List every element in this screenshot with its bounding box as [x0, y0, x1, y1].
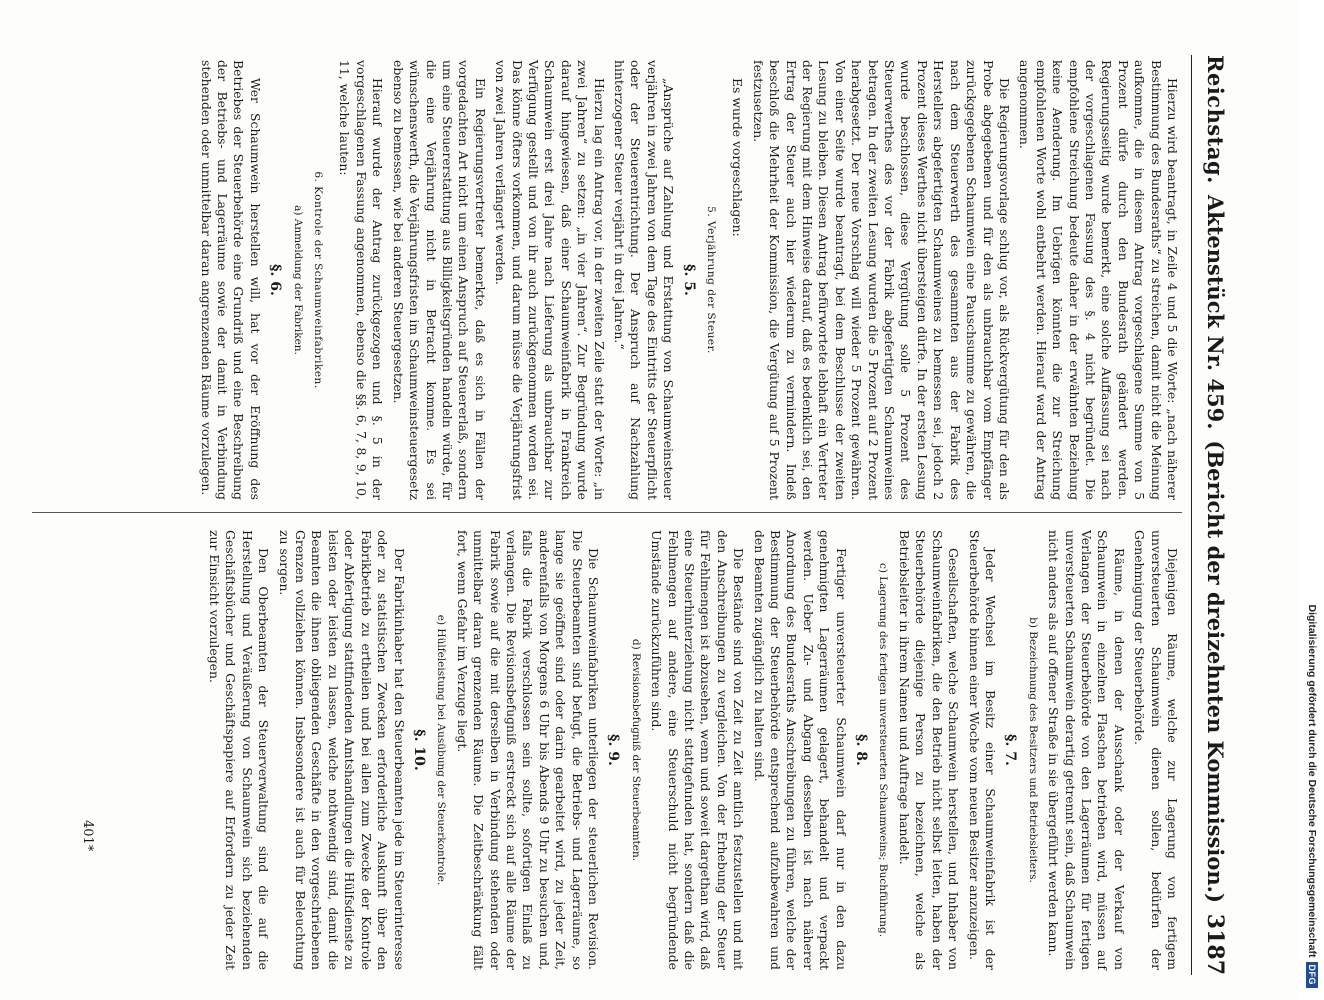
header-rule	[1191, 55, 1192, 975]
paragraph: Wer Schaumwein herstellen will, hat vor der Eröffnung des Betriebes der Steuerbehörde eine Grundriß und eine Beschreibung der Betriebs- und Lagerräume sowie der damit in Verbindung stehenden oder unmittelbar daran angrenzenden Räume vorzulegen.	[198, 60, 263, 500]
paragraph-number: §. 8.	[853, 734, 870, 766]
paragraph: Der Fabrikinhaber hat den Steuerbeamten jede im Steuerinteresse oder zu statistischen Zwecken erforderliche Auskunft über den Fabrikbetrieb zu ertheilen und bei allen zum Zwecke der Kontrole oder Abfertigung stattfindenden Amtshandlungen die Hülfsdienste zu leisten oder leisten zu lassen, welche nothwendig sind, damit die Beamten die ihnen obliegenden Geschäfte in den vorgeschriebenen Grenzen vollziehen können. Insbesondere ist auch für Beleuchtung zu sorgen.	[276, 530, 407, 970]
column-divider	[32, 512, 1182, 513]
paragraph-number: §. 10.	[410, 729, 427, 771]
paragraph: Die Regierungsvorlage schlug vor, als Rückvergütung für den als Probe abgegebenen und für den als unbrauchbar vom Empfänger zurückgegebenen Schaumwein eine Pauschsumme zu gewähren, die nach dem Steuerwerth des gesammten aus der Fabrik des Herstellers abgefertigten Schaumweines zu bemessen sei, jedoch 2 Prozent dieses Werthes nicht übersteigen dürfe. In der ersten Lesung wurde beschlossen, diese Vergütung solle 5 Prozent des Steuerwerthes des vor der Fabrik abgefertigten Schaumweines betragen. In der zweiten Lesung wurden die 5 Prozent auf 2 Prozent herabgesetzt. Der neue Vorschlag will wieder 5 Prozent gewähren. Von einer Seite wurde beantragt, bei dem Beschlusse der zweiten Lesung zu bleiben. Diesen Antrag befürwortete lebhaft ein Vertreter der Regierung mit dem Hinweise darauf, daß es bedenklich sei, den Ertrag der Steuer auch hier wiederum zu vermindern. Indeß beschloß die Mehrheit der Kommission, die Vergütung auf 5 Prozent festzusetzen.	[750, 60, 1012, 500]
paragraph: Den Oberbeamten der Steuerverwaltung sind die auf die Herstellung und Veräußerung von Schaumwein sich beziehenden Geschäftsbücher und Geschäftspapiere auf Erfordern zu jeder Zeit zur Einsicht vorzulegen.	[207, 530, 272, 970]
paragraph: Hierzu wird beantragt, in Zeile 4 und 5 die Worte: „nach näherer Bestimmung des Bundesraths“ zu streichen, damit nicht die Meinung aufkomme, die in diesem Antrag vorgeschlagene Summe von 5 Prozent dürfe durch den Bundesrath geändert werden. Regierungsseitig wurde bemerkt, eine solche Auffassung sei nach der vorgeschlagenen Fassung des §. 4 nicht begründet. Die empfohlene Streichung bedeute daher in der erwähnten Beziehung keine Aenderung. Im Uebrigen könnten die zur Streichung empfohlenen Worte wohl entbehrt werden. Hierauf ward der Antrag angenommen.	[1017, 60, 1180, 500]
paragraph: „Ansprüche auf Zahlung und Erstattung von Schaumweinsteuer verjähren in zwei Jahren von dem Tage des Eintritts der Steuerpflicht oder der Steuerentrichtung. Der Anspruch auf Nachzahlung hinterzogener Steuer verjährt in drei Jahren.“	[612, 60, 677, 500]
left-column	[193, 60, 1180, 500]
paragraph-number: §. 6.	[267, 264, 284, 296]
section-heading: 6. Kontrole der Schaumweinfabriken.	[312, 171, 325, 389]
paragraph: Gesellschaften, welche Schaumwein herstellen, und Inhaber von Schaumweinfabriken, die den Betrieb nicht selbst leiten, haben der Steuerbehörde diejenige Person zu bezeichnen, welche als Betriebsleiter in ihrem Namen und Auftrage handelt.	[896, 530, 962, 970]
header-left: Reichstag.	[1203, 55, 1228, 184]
page-number: 3187	[1202, 913, 1228, 975]
paragraph: Hierauf wurde der Antrag zurückgezogen und §. 5 in der vorgeschlagenen Fassung angenommen, ebenso die §§. 6, 7, 8, 9, 10, 11, welche lauten:	[337, 60, 386, 500]
subsection-heading: e) Hülfeleistung bei Ausübung der Steuerkontrole.	[435, 614, 448, 886]
header-document-number: Aktenstück Nr. 459.	[1203, 194, 1228, 430]
paragraph: Ein Regierungsvertreter bemerkte, daß es sich in Fällen der vorgedachten Art nicht um einen Anspruch auf Steuererlaß, sondern um eine Steuererstattung aus Billigkeitsgründen handeln würde, für die eine Verjährung nicht in Betracht komme. Es sei wünschenswerth, die Verjährungsfristen im Schaumweinsteuergesetz ebenso zu bemessen, wie bei anderen Steuergesetzen.	[390, 60, 488, 500]
paragraph: Die Schaumweinfabriken unterliegen der steuerlichen Revision. Die Steuerbeamten sind befugt, die Betriebs- und Lagerräume, so lange sie geöffnet sind oder darin gearbeitet wird, zu jeder Zeit, anderenfalls von Morgens 6 Uhr bis Abends 9 Uhr zu besuchen und, falls die Fabrik verschlossen sein sollte, sofortigen Einlaß zu verlangen. Die Revisionsbefugniß erstreckt sich auf alle Räume der Fabrik sowie auf die mit derselben in Verbindung stehenden oder unmittelbar daran grenzenden Räume. Die Zeitbeschränkung fällt fort, wenn Gefahr im Verzuge liegt.	[454, 530, 601, 970]
subsection-heading: a) Anmeldung der Fabriken.	[291, 205, 304, 355]
paragraph: Fertiger unversteuerter Schaumwein darf nur in den dazu genehmigten Lagerräumen gelagert, behandelt und verpackt werden. Ueber Zu- und Abgang desselben ist nach näherer Anordnung des Bundesraths Anschreibungen zu führen, welche der Bestimmung der Steuerbehörde entsprechend aufzubewahren und den Beamten zugänglich zu halten sind.	[751, 530, 849, 970]
paragraph-number: §. 5.	[680, 264, 697, 296]
subsection-heading: c) Lagerung des fertigen unversteuerten Schaumweins; Buchführung.	[877, 562, 890, 938]
paragraph-number: §. 7.	[1002, 734, 1019, 766]
paragraph: Jeder Wechsel im Besitz einer Schaumweinfabrik ist der Steuerbehörde binnen einer Woche vom neuen Besitzer anzuzeigen.	[966, 530, 998, 970]
digitization-credit: Digitalisierung gefördert durch die Deutsche Forschungsgemeinschaft	[1306, 604, 1318, 958]
section-heading: 5. Verjährung der Steuer.	[705, 206, 718, 354]
page-header	[1198, 55, 1228, 975]
paragraph: Die Bestände sind von Zeit zu Zeit amtlich festzustellen und mit den Anschreibungen zu vergleichen. Von der Erhebung der Steuer für Fehlmengen ist abzusehen, wenn und soweit dargethan wird, daß eine Steuerhinterziehung nicht stattgefunden hat, sondern daß die Fehlmengen auf andere, eine Steuerschuld nicht begründende Umstände zurückzuführen sind.	[649, 530, 747, 970]
paragraph: Es wurde vorgeschlagen:	[730, 78, 746, 237]
header-commission: (Bericht der dreizehnten Kommission.)	[1203, 440, 1228, 903]
sheet-number: 401*	[80, 820, 95, 852]
dfg-logo-icon: DFG	[1306, 962, 1318, 989]
right-column	[202, 530, 1180, 970]
subsection-heading: d) Revisionsbefugniß der Steuerbeamten.	[629, 638, 642, 862]
paragraph: Hierzu lag ein Antrag vor, in der zweiten Zeile statt der Worte: „in zwei Jahren“ zu setzen: „in vier Jahren“. Zur Begründung wurde darauf hingewiesen, daß einer Schaumweinfabrik in Frankreich Schaumwein erst drei Jahre nach Lieferung als unbrauchbar zur Verfügung gestellt und von ihr auch zurückgenommen worden sei. Das könne öfters vorkommen, und darum müsse die Verjährungsfrist von zwei Jahren verlängert werden.	[493, 60, 607, 500]
subsection-heading: b) Bezeichnung des Besitzers und Betriebsleiters.	[1026, 617, 1039, 883]
digitization-sidebar	[1301, 0, 1324, 1000]
paragraph: Räume, in denen der Ausschank oder der Verkauf von Schaumwein in einzelnen Flaschen betrieben wird, müssen auf Verlangen der Steuerbehörde von den Lagerräumen für fertigen unversteuerten Schaumwein derartig getrennt sein, daß Schaumwein nicht anders als auf offener Straße in sie übergeführt werden kann.	[1046, 530, 1127, 970]
paragraph-number: §. 9.	[605, 734, 622, 766]
paragraph: Diejenigen Räume, welche zur Lagerung von fertigem unversteuerten Schaumwein dienen sollen, bedürfen der Genehmigung der Steuerbehörde.	[1132, 530, 1180, 970]
digitization-credit-row	[1301, 0, 1323, 1000]
